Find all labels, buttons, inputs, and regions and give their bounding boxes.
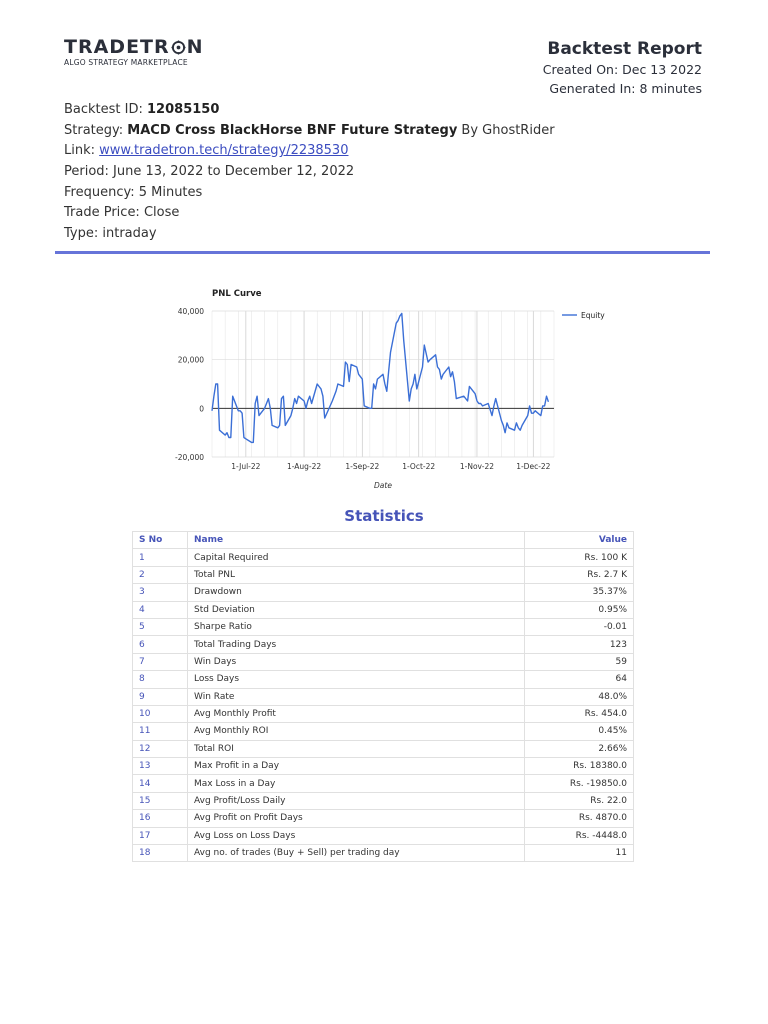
statistics-table: [132, 531, 634, 862]
table-row: [133, 827, 634, 844]
row-name: Max Profit in a Day: [188, 758, 525, 775]
x-tick-label: 1-Sep-22: [345, 462, 380, 471]
logo-wordmark: [64, 37, 204, 57]
table-row: [133, 845, 634, 862]
statistics-body: [133, 549, 634, 862]
row-sno: 18: [133, 845, 188, 862]
table-row: [133, 618, 634, 635]
row-name: Avg no. of trades (Buy + Sell) per trading day: [188, 845, 525, 862]
y-tick-label: 20,000: [177, 355, 204, 365]
row-sno: 6: [133, 636, 188, 653]
strategy-row: [64, 121, 555, 142]
row-name: Avg Monthly ROI: [188, 723, 525, 740]
table-row: [133, 566, 634, 583]
column-header-value: Value: [525, 532, 634, 549]
row-sno: 8: [133, 671, 188, 688]
link-row: [64, 141, 555, 162]
row-value: -0.01: [525, 618, 634, 635]
backtest-info: [64, 100, 555, 245]
row-value: 0.95%: [525, 601, 634, 618]
legend-label-equity: Equity: [581, 311, 605, 320]
y-tick-label: 40,000: [177, 307, 204, 316]
trade-price-row: Trade Price: Close: [64, 205, 180, 221]
row-value: Rs. 2.7 K: [525, 566, 634, 583]
frequency-row: Frequency: 5 Minutes: [64, 184, 203, 200]
x-tick-label: 1-Jul-22: [231, 462, 261, 471]
row-sno: 17: [133, 827, 188, 844]
row-value: 11: [525, 845, 634, 862]
row-sno: 4: [133, 601, 188, 618]
row-name: Total PNL: [188, 566, 525, 583]
row-name: Drawdown: [188, 584, 525, 601]
row-value: Rs. 18380.0: [525, 758, 634, 775]
table-row: [133, 775, 634, 792]
backtest-id-value: 12085150: [147, 102, 220, 117]
row-name: Avg Profit on Profit Days: [188, 810, 525, 827]
logo-text-left: TRADETR: [64, 36, 170, 58]
chart-title: PNL Curve: [212, 289, 262, 299]
row-sno: 1: [133, 549, 188, 566]
row-sno: 13: [133, 758, 188, 775]
strategy-label: Strategy:: [64, 122, 128, 138]
row-name: Loss Days: [188, 671, 525, 688]
table-row: [133, 792, 634, 809]
report-header: [543, 38, 702, 98]
row-name: Win Rate: [188, 688, 525, 705]
strategy-author: By GhostRider: [457, 122, 555, 138]
row-sno: 9: [133, 688, 188, 705]
column-header-name: Name: [188, 532, 525, 549]
row-sno: 15: [133, 792, 188, 809]
row-sno: 3: [133, 584, 188, 601]
backtest-id-row: [64, 100, 555, 121]
row-value: Rs. -19850.0: [525, 775, 634, 792]
statistics-header-row: [133, 532, 634, 549]
table-row: [133, 723, 634, 740]
row-sno: 16: [133, 810, 188, 827]
logo-text-right: N: [186, 36, 204, 58]
row-sno: 10: [133, 705, 188, 722]
strategy-name: MACD Cross BlackHorse BNF Future Strategy: [127, 122, 458, 138]
backtest-id-label: Backtest ID:: [64, 102, 148, 117]
table-row: [133, 549, 634, 566]
x-tick-label: 1-Oct-22: [402, 462, 436, 471]
row-sno: 7: [133, 653, 188, 670]
row-name: Total Trading Days: [188, 636, 525, 653]
table-row: [133, 740, 634, 757]
row-name: Avg Profit/Loss Daily: [188, 792, 525, 809]
period-row: Period: June 13, 2022 to December 12, 2022: [64, 164, 355, 180]
tradetron-logo: [64, 37, 204, 67]
row-value: 48.0%: [525, 688, 634, 705]
section-divider: [55, 251, 710, 254]
type-row: Type: intraday: [64, 226, 157, 242]
created-on: Created On: Dec 13 2022: [542, 62, 702, 77]
row-sno: 14: [133, 775, 188, 792]
logo-tagline: ALGO STRATEGY MARKETPLACE: [64, 58, 188, 67]
y-tick-label: -20,000: [175, 453, 204, 462]
table-row: [133, 705, 634, 722]
row-name: Avg Monthly Profit: [188, 705, 525, 722]
logo-gear-icon: [171, 40, 186, 55]
table-row: [133, 653, 634, 670]
table-row: [133, 671, 634, 688]
row-sno: 5: [133, 618, 188, 635]
row-name: Capital Required: [188, 549, 525, 566]
row-value: Rs. 100 K: [525, 549, 634, 566]
row-sno: 11: [133, 723, 188, 740]
x-tick-label: 1-Nov-22: [459, 462, 495, 471]
table-row: [133, 810, 634, 827]
row-value: 59: [525, 653, 634, 670]
table-row: [133, 584, 634, 601]
row-value: Rs. 454.0: [525, 705, 634, 722]
row-value: 0.45%: [525, 723, 634, 740]
row-name: Std Deviation: [188, 601, 525, 618]
table-row: [133, 758, 634, 775]
row-name: Total ROI: [188, 740, 525, 757]
x-tick-label: 1-Dec-22: [516, 462, 551, 471]
report-title: Backtest Report: [547, 39, 702, 59]
generated-in: Generated In: 8 minutes: [549, 81, 702, 96]
pnl-chart: [170, 283, 620, 498]
row-name: Max Loss in a Day: [188, 775, 525, 792]
row-name: Sharpe Ratio: [188, 618, 525, 635]
table-row: [133, 636, 634, 653]
equity-series-line: [212, 313, 548, 442]
column-header-sno: S No: [133, 532, 188, 549]
row-value: Rs. -4448.0: [525, 827, 634, 844]
row-value: Rs. 22.0: [525, 792, 634, 809]
link-label: Link:: [64, 143, 100, 159]
strategy-link[interactable]: www.tradetron.tech/strategy/2238530: [99, 143, 349, 159]
row-sno: 12: [133, 740, 188, 757]
table-row: [133, 601, 634, 618]
table-row: [133, 688, 634, 705]
row-sno: 2: [133, 566, 188, 583]
y-tick-label: 0: [199, 404, 204, 414]
row-value: 2.66%: [525, 740, 634, 757]
x-axis-label: Date: [374, 481, 392, 490]
row-name: Win Days: [188, 653, 525, 670]
row-name: Avg Loss on Loss Days: [188, 827, 525, 844]
row-value: Rs. 4870.0: [525, 810, 634, 827]
row-value: 35.37%: [525, 584, 634, 601]
statistics-title: Statistics: [344, 507, 424, 525]
x-tick-label: 1-Aug-22: [286, 462, 322, 471]
row-value: 64: [525, 671, 634, 688]
row-value: 123: [525, 636, 634, 653]
